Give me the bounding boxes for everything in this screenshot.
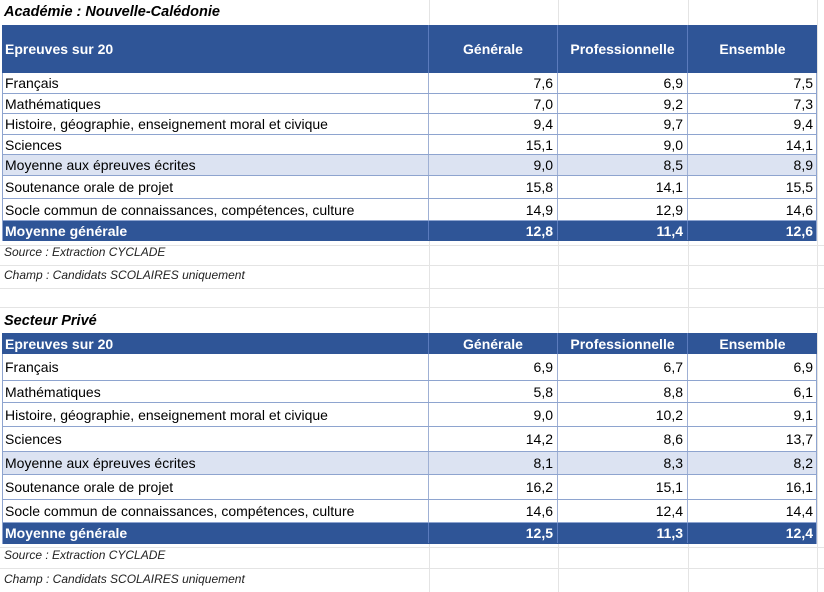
- row-label: Soutenance orale de projet: [2, 475, 429, 499]
- total-label: Moyenne générale: [2, 221, 429, 240]
- value-professionnelle: 9,7: [558, 114, 688, 134]
- value-generale: 9,0: [429, 403, 558, 426]
- table-row: [2, 94, 817, 114]
- value-ensemble: 7,5: [793, 75, 813, 91]
- value-ensemble: 6,9: [793, 359, 813, 375]
- value-generale: 16,2: [429, 475, 558, 499]
- value-professionnelle: 8,5: [558, 155, 688, 175]
- row-label: Français: [2, 354, 429, 380]
- row-label: Soutenance orale de projet: [2, 176, 429, 198]
- value-ensemble: 14,1: [785, 136, 813, 153]
- value-professionnelle: 6,7: [558, 354, 688, 380]
- row-label: Socle commun de connaissances, compétences, culture: [2, 500, 429, 522]
- table-row: [2, 475, 817, 500]
- value-ensemble: 8,9: [793, 157, 813, 173]
- value-professionnelle: 9,2: [558, 94, 688, 113]
- row-label: Mathématiques: [2, 381, 429, 402]
- value-professionnelle: 8,3: [558, 452, 688, 474]
- header-professionnelle: Professionnelle: [558, 25, 688, 73]
- value-ensemble: 9,1: [793, 406, 813, 423]
- value-ensemble: 13,7: [785, 431, 813, 447]
- section-title: Académie : Nouvelle-Calédonie: [4, 4, 220, 20]
- table-row-subtotal: [2, 452, 817, 475]
- total-ensemble: 12,6: [785, 222, 813, 239]
- table-row: [2, 73, 817, 94]
- row-label: Moyenne aux épreuves écrites: [2, 155, 429, 175]
- header-label: Epreuves sur 20: [2, 333, 429, 354]
- value-generale: 7,0: [429, 94, 558, 113]
- value-generale: 5,8: [429, 381, 558, 402]
- value-professionnelle: 8,6: [558, 427, 688, 451]
- champ-note: Champ : Candidats SCOLAIRES uniquement: [4, 572, 245, 586]
- total-generale: 12,8: [429, 221, 558, 240]
- row-label: Mathématiques: [2, 94, 429, 113]
- total-label: Moyenne générale: [2, 523, 429, 543]
- table-row-total: [2, 523, 817, 544]
- value-professionnelle: 10,2: [558, 403, 688, 426]
- total-professionnelle: 11,4: [558, 221, 688, 240]
- table-row: [2, 114, 817, 135]
- table-row-subtotal: [2, 155, 817, 176]
- header-generale: Générale: [429, 333, 558, 354]
- value-ensemble: 14,6: [785, 201, 813, 218]
- header-professionnelle: Professionnelle: [558, 333, 688, 354]
- value-ensemble: 8,2: [793, 455, 813, 471]
- value-generale: 7,6: [429, 73, 558, 93]
- table-row: [2, 199, 817, 221]
- value-professionnelle: 12,4: [558, 500, 688, 522]
- champ-note: Champ : Candidats SCOLAIRES uniquement: [4, 268, 245, 282]
- source-note: Source : Extraction CYCLADE: [4, 548, 166, 562]
- table-row-total: [2, 221, 817, 241]
- table-row: [2, 381, 817, 403]
- value-professionnelle: 15,1: [558, 475, 688, 499]
- table-row: [2, 176, 817, 199]
- value-professionnelle: 6,9: [558, 73, 688, 93]
- grid-line: [0, 288, 824, 289]
- row-label: Français: [2, 73, 429, 93]
- value-generale: 14,6: [429, 500, 558, 522]
- table-row: [2, 500, 817, 523]
- row-label: Socle commun de connaissances, compétences, culture: [2, 199, 429, 220]
- grid-line: [0, 307, 824, 308]
- value-ensemble: 9,4: [793, 116, 813, 132]
- total-ensemble: 12,4: [785, 525, 813, 541]
- value-ensemble: 16,1: [785, 479, 813, 495]
- value-ensemble: 14,4: [785, 503, 813, 519]
- table-header: [2, 25, 817, 73]
- value-professionnelle: 8,8: [558, 381, 688, 402]
- grid-line: [0, 265, 824, 266]
- table-header: [2, 333, 817, 354]
- value-generale: 9,0: [429, 155, 558, 175]
- table-row: [2, 427, 817, 452]
- row-label: Moyenne aux épreuves écrites: [2, 452, 429, 474]
- grid-line: [817, 0, 818, 592]
- value-generale: 8,1: [429, 452, 558, 474]
- value-professionnelle: 9,0: [558, 135, 688, 154]
- header-ensemble: Ensemble: [719, 335, 786, 352]
- row-label: Histoire, géographie, enseignement moral et civique: [2, 403, 429, 426]
- total-professionnelle: 11,3: [558, 523, 688, 543]
- value-professionnelle: 14,1: [558, 176, 688, 198]
- total-generale: 12,5: [429, 523, 558, 543]
- value-ensemble: 6,1: [793, 383, 813, 400]
- row-label: Sciences: [2, 135, 429, 154]
- value-generale: 15,8: [429, 176, 558, 198]
- value-generale: 15,1: [429, 135, 558, 154]
- table-row: [2, 354, 817, 381]
- source-note: Source : Extraction CYCLADE: [4, 245, 166, 259]
- section-title: Secteur Privé: [4, 313, 97, 329]
- row-label: Histoire, géographie, enseignement moral et civique: [2, 114, 429, 134]
- header-generale: Générale: [429, 25, 558, 73]
- value-ensemble: 7,3: [793, 95, 813, 112]
- value-generale: 14,9: [429, 199, 558, 220]
- value-professionnelle: 12,9: [558, 199, 688, 220]
- header-ensemble: Ensemble: [719, 41, 786, 57]
- grid-line: [0, 568, 824, 569]
- value-generale: 14,2: [429, 427, 558, 451]
- value-generale: 9,4: [429, 114, 558, 134]
- row-label: Sciences: [2, 427, 429, 451]
- header-label: Epreuves sur 20: [2, 25, 429, 73]
- value-ensemble: 15,5: [785, 179, 813, 195]
- table-row: [2, 135, 817, 155]
- table-row: [2, 403, 817, 427]
- value-generale: 6,9: [429, 354, 558, 380]
